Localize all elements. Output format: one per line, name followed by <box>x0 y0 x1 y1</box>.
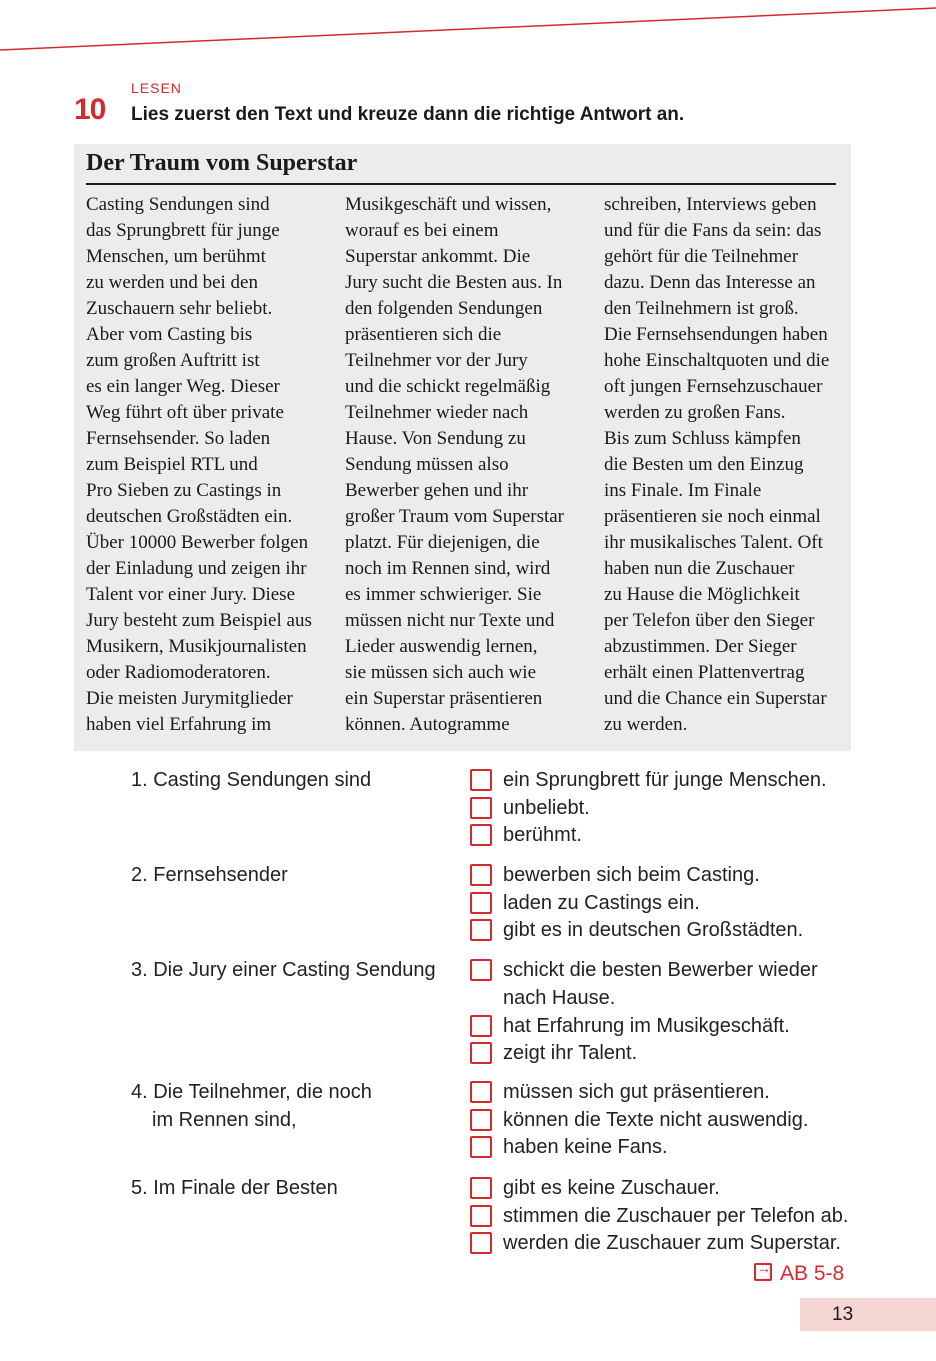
option-label: gibt es in deutschen Großstädten. <box>503 919 804 941</box>
text-line: gehört für die Teilnehmer <box>604 246 799 267</box>
text-line: zu werden und bei den <box>86 272 258 293</box>
text-line: ein Superstar präsentieren <box>345 688 543 709</box>
text-line: Hause. Von Sendung zu <box>345 428 526 449</box>
answer-checkbox[interactable] <box>470 824 492 846</box>
text-line: ins Finale. Im Finale <box>604 480 762 501</box>
option-label: zeigt ihr Talent. <box>503 1042 638 1064</box>
text-line: und die schickt regelmäßig <box>345 376 551 397</box>
question-4-text: im Rennen sind, <box>152 1109 297 1131</box>
text-line: schreiben, Interviews geben <box>604 194 817 215</box>
text-column-3 <box>604 192 829 738</box>
text-line: haben nun die Zuschauer <box>604 558 795 579</box>
text-line: Die meisten Jurymitglieder <box>86 688 293 709</box>
text-line: Musikern, Musikjournalisten <box>86 636 307 657</box>
text-column-2 <box>345 192 564 738</box>
text-line: erhält einen Plattenvertrag <box>604 662 805 683</box>
text-line: zum Beispiel RTL und <box>86 454 258 475</box>
text-line: zu Hause die Möglichkeit <box>604 584 800 605</box>
option-label: gibt es keine Zuschauer. <box>503 1177 720 1199</box>
text-line: werden zu großen Fans. <box>604 402 786 423</box>
option-label: ein Sprungbrett für junge Menschen. <box>503 769 827 791</box>
text-line: es immer schwieriger. Sie <box>345 584 542 605</box>
answer-checkbox[interactable] <box>470 864 492 886</box>
answer-checkbox[interactable] <box>470 959 492 981</box>
question-1-text: 1. Casting Sendungen sind <box>131 769 372 791</box>
text-line: und für die Fans da sein: das <box>604 220 822 241</box>
text-line: Teilnehmer wieder nach <box>345 402 529 423</box>
answer-checkbox[interactable] <box>470 1205 492 1227</box>
answer-checkbox[interactable] <box>470 1177 492 1199</box>
text-line: dazu. Denn das Interesse an <box>604 272 816 293</box>
title-divider <box>86 183 836 185</box>
text-line: Jury besteht zum Beispiel aus <box>86 610 312 631</box>
text-line: zum großen Auftritt ist <box>86 350 260 371</box>
answer-checkbox[interactable] <box>470 892 492 914</box>
workbook-reference <box>754 1262 844 1286</box>
text-line: deutschen Großstädten ein. <box>86 506 293 527</box>
answer-checkbox[interactable] <box>470 797 492 819</box>
task-instruction: Lies zuerst den Text und kreuze dann die richtige Antwort an. <box>131 104 685 125</box>
text-line: Weg führt oft über private <box>86 402 284 423</box>
option-label: unbeliebt. <box>503 797 590 819</box>
text-line: per Telefon über den Sieger <box>604 610 815 631</box>
workbook-reference-label: AB 5-8 <box>780 1262 845 1285</box>
answer-checkbox[interactable] <box>470 919 492 941</box>
answer-checkbox[interactable] <box>470 1015 492 1037</box>
text-line: den Teilnehmern ist groß. <box>604 298 799 319</box>
option-label: haben keine Fans. <box>503 1136 668 1158</box>
text-line: hohe Einschaltquoten und die <box>604 350 830 371</box>
text-line: Aber vom Casting bis <box>86 324 253 345</box>
question-2-text: 2. Fernsehsender <box>131 864 288 886</box>
text-line: Superstar ankommt. Die <box>345 246 531 267</box>
text-line: zu werden. <box>604 714 688 735</box>
text-line: Die Fernsehsendungen haben <box>604 324 828 345</box>
answer-checkbox[interactable] <box>470 1136 492 1158</box>
text-line: Musikgeschäft und wissen, <box>345 194 552 215</box>
option-label: schickt die besten Bewerber wieder <box>503 959 818 981</box>
reading-text-panel <box>74 144 851 751</box>
option-label: stimmen die Zuschauer per Telefon ab. <box>503 1205 849 1227</box>
text-line: präsentieren sich die <box>345 324 502 345</box>
text-line: abzustimmen. Der Sieger <box>604 636 797 657</box>
text-line: Pro Sieben zu Castings in <box>86 480 282 501</box>
text-line: Über 10000 Bewerber folgen <box>86 532 309 553</box>
text-line: Jury sucht die Besten aus. In <box>345 272 563 293</box>
text-line: präsentieren sie noch einmal <box>604 506 821 527</box>
text-column-1 <box>86 192 312 738</box>
option-label: berühmt. <box>503 824 582 846</box>
text-line: der Einladung und zeigen ihr <box>86 558 307 579</box>
option-label: hat Erfahrung im Musikgeschäft. <box>503 1015 790 1037</box>
text-line: platzt. Für diejenigen, die <box>345 532 540 553</box>
text-line: Menschen, um berühmt <box>86 246 266 267</box>
option-label: nach Hause. <box>503 987 616 1009</box>
question-5-text: 5. Im Finale der Besten <box>131 1177 338 1199</box>
text-line: noch im Rennen sind, wird <box>345 558 551 579</box>
option-label: können die Texte nicht auswendig. <box>503 1109 809 1131</box>
task-number: 10 <box>74 93 106 126</box>
text-line: es ein langer Weg. Dieser <box>86 376 280 397</box>
answer-checkbox[interactable] <box>470 1232 492 1254</box>
arrow-box-icon <box>754 1263 772 1281</box>
text-line: oft jungen Fernsehzuschauer <box>604 376 823 397</box>
section-label: LESEN <box>131 80 182 96</box>
text-line: oder Radiomoderatoren. <box>86 662 271 683</box>
text-title: Der Traum vom Superstar <box>86 150 358 176</box>
text-line: müssen nicht nur Texte und <box>345 610 555 631</box>
text-line: sie müssen sich auch wie <box>345 662 537 683</box>
option-label: müssen sich gut präsentieren. <box>503 1081 770 1103</box>
text-line: Casting Sendungen sind <box>86 194 270 215</box>
question-4-text: 4. Die Teilnehmer, die noch <box>131 1081 372 1103</box>
text-line: und die Chance ein Superstar <box>604 688 827 709</box>
text-line: großer Traum vom Superstar <box>345 506 565 527</box>
question-3-text: 3. Die Jury einer Casting Sendung <box>131 959 436 981</box>
text-line: haben viel Erfahrung im <box>86 714 272 735</box>
option-label: werden die Zuschauer zum Superstar. <box>503 1232 841 1254</box>
text-line: das Sprungbrett für junge <box>86 220 280 241</box>
text-line: Talent vor einer Jury. Diese <box>86 584 295 605</box>
top-rule <box>0 0 936 60</box>
text-line: den folgenden Sendungen <box>345 298 543 319</box>
page-number-box <box>800 1298 936 1331</box>
text-line: können. Autogramme <box>345 714 510 735</box>
answer-checkbox[interactable] <box>470 769 492 791</box>
text-line: Lieder auswendig lernen, <box>345 636 538 657</box>
text-line: Zuschauern sehr beliebt. <box>86 298 273 319</box>
text-line: Bis zum Schluss kämpfen <box>604 428 801 449</box>
answer-checkbox[interactable] <box>470 1042 492 1064</box>
text-line: Fernsehsender. So laden <box>86 428 271 449</box>
text-line: worauf es bei einem <box>345 220 499 241</box>
answer-checkbox[interactable] <box>470 1081 492 1103</box>
text-line: Bewerber gehen und ihr <box>345 480 529 501</box>
answer-checkbox[interactable] <box>470 1109 492 1131</box>
option-label: bewerben sich beim Casting. <box>503 864 760 886</box>
text-line: die Besten um den Einzug <box>604 454 804 475</box>
text-line: Teilnehmer vor der Jury <box>345 350 528 371</box>
option-label: laden zu Castings ein. <box>503 892 700 914</box>
text-line: Sendung müssen also <box>345 454 509 475</box>
text-line: ihr musikalisches Talent. Oft <box>604 532 823 553</box>
page-number: 13 <box>832 1304 854 1325</box>
